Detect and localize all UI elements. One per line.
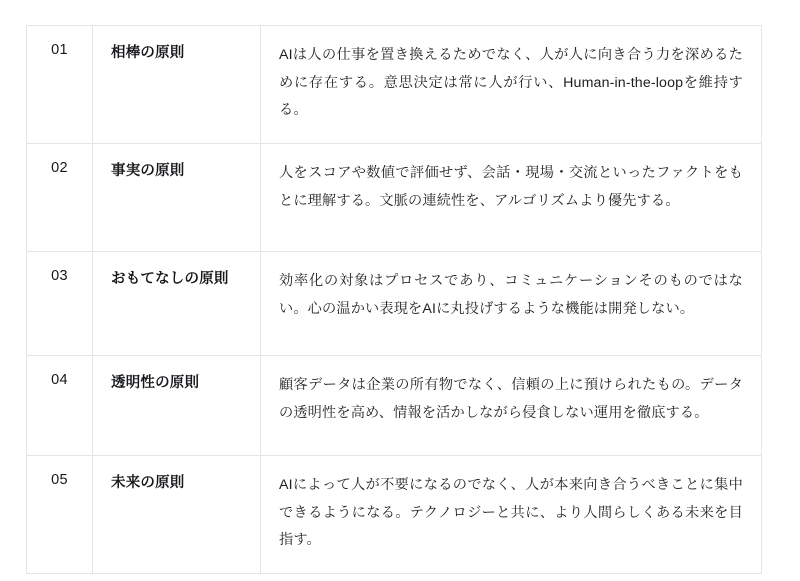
table-row [27, 26, 762, 144]
row-body: AIによって人が不要になるのでなく、人が本来向き合うべきことに集中できるようになる。テクノロジーと共に、より人間らしくある未来を目指す。 [261, 456, 762, 574]
table-row [27, 456, 762, 574]
table-body [27, 26, 762, 574]
row-number: 03 [27, 252, 93, 356]
row-title: 未来の原則 [93, 456, 261, 574]
row-body: 顧客データは企業の所有物でなく、信頼の上に預けられたもの。データの透明性を高め、情報を活かしながら侵食しない運用を徹底する。 [261, 356, 762, 456]
row-number: 04 [27, 356, 93, 456]
row-title: 事実の原則 [93, 144, 261, 252]
row-body: 人をスコアや数値で評価せず、会話・現場・交流といったファクトをもとに理解する。文脈の連続性を、アルゴリズムより優先する。 [261, 144, 762, 252]
row-number: 02 [27, 144, 93, 252]
row-number: 05 [27, 456, 93, 574]
row-body: 効率化の対象はプロセスであり、コミュニケーションそのものではない。心の温かい表現をAIに丸投げするような機能は開発しない。 [261, 252, 762, 356]
principles-table [26, 25, 762, 574]
row-title: 透明性の原則 [93, 356, 261, 456]
row-body: AIは人の仕事を置き換えるためでなく、人が人に向き合う力を深めるために存在する。意思決定は常に人が行い、Human-in-the-loopを維持する。 [261, 26, 762, 144]
table-row [27, 356, 762, 456]
table-row [27, 252, 762, 356]
table-row [27, 144, 762, 252]
row-title: 相棒の原則 [93, 26, 261, 144]
row-title: おもてなしの原則 [93, 252, 261, 356]
row-number: 01 [27, 26, 93, 144]
